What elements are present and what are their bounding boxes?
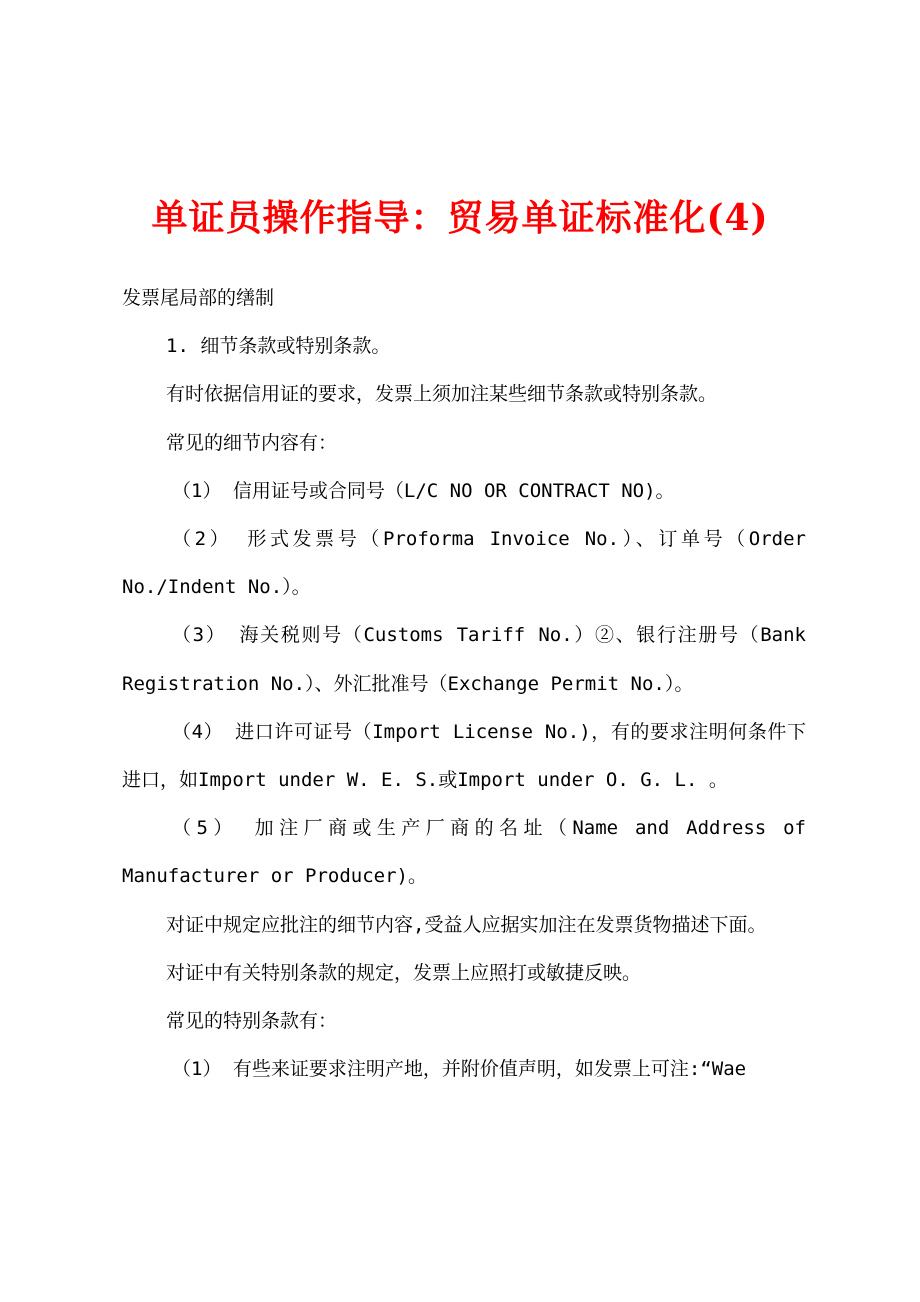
list-item-detail-1: （1） 信用证号或合同号（L/C NO OR CONTRACT NO)。 [172, 479, 675, 502]
paragraph-beneficiary-note: 对证中规定应批注的细节内容,受益人应据实加注在发票货物描述下面。 [166, 913, 767, 936]
document-title: 单证员操作指导：贸易单证标准化(4) [151, 197, 769, 239]
paragraph-special-clause-rule: 对证中有关特别条款的规定，发票上应照打或敏捷反映。 [166, 961, 642, 984]
document-body [122, 274, 806, 1093]
paragraph-common-details-intro: 常见的细节内容有： [166, 431, 338, 454]
paragraph-common-special-intro: 常见的特别条款有： [166, 1010, 338, 1033]
paragraph-lc-requirement: 有时依据信用证的要求，发票上须加注某些细节条款或特别条款。 [166, 383, 718, 406]
paragraph-detail-clause-heading: 1. 细节条款或特别条款。 [166, 335, 391, 358]
list-item-detail-5: （5） 加注厂商或生产厂商的名址（Name and Address of Manufacturer or Producer)。 [122, 817, 806, 888]
list-item-detail-4: （4） 进口许可证号（Import License No.)，有的要求注明何条件下进口，如Import under W. E. S.或Import under O. G. L. 。 [122, 720, 806, 792]
list-item-special-1: （1） 有些来证要求注明产地，并附价值声明，如发票上可注:“Wae [172, 1058, 747, 1081]
list-item-detail-3: （3） 海关税则号（Customs Tariff No.）②、银行注册号（Bank Registration No.）、外汇批准号（Exchange Permit No.）。 [122, 624, 806, 695]
list-item-detail-2: （2） 形式发票号（Proforma Invoice No.）、订单号（Order No./Indent No.）。 [122, 528, 806, 599]
section-heading: 发票尾局部的缮制 [122, 287, 275, 309]
